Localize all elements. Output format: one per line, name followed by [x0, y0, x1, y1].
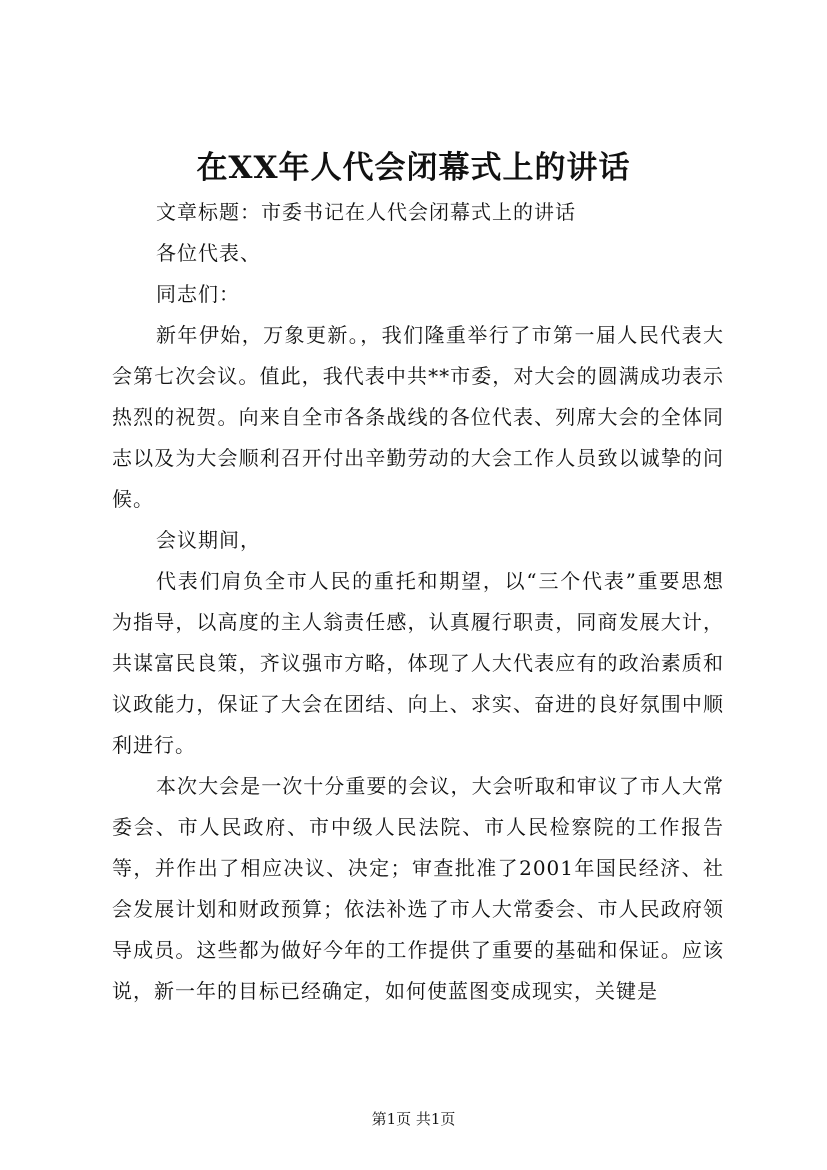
document-body: [112, 192, 724, 1012]
body-paragraph: 会议期间，: [156, 528, 261, 552]
page-footer: 第1页 共1页: [371, 1110, 456, 1128]
body-paragraph: 本次大会是一次十分重要的会议，大会听取和审议了市人大常委会、市人民政府、市中级人民法院、市人民检察院的工作报告等，并作出了相应决议、决定；审查批准了2001年国民经济、社会发展计划和财政预算；依法补选了市人大常委会、市人民政府领导成员。这些都为做好今年的工作提供了重要的基础和保证。应该说，新一年的目标已经确定，如何使蓝图变成现实，关键是: [112, 774, 724, 1003]
body-paragraph: 代表们肩负全市人民的重托和期望，以“三个代表”重要思想为指导，以高度的主人翁责任感，认真履行职责，同商发展大计，共谋富民良策，齐议强市方略，体现了人大代表应有的政治素质和议政能力，保证了大会在团结、向上、求实、奋进的良好氛围中顺利进行。: [112, 569, 724, 757]
body-paragraph: 新年伊始，万象更新。，我们隆重举行了市第一届人民代表大会第七次会议。值此，我代表中共**市委，对大会的圆满成功表示热烈的祝贺。向来自全市各条战线的各位代表、列席大会的全体同志以及为大会顺利召开付出辛勤劳动的大会工作人员致以诚挚的问候。: [112, 323, 724, 511]
salutation-comrades: 同志们：: [156, 282, 240, 306]
article-title-line: 文章标题：市委书记在人代会闭幕式上的讲话: [156, 200, 576, 224]
document-title: 在XX年人代会闭幕式上的讲话: [196, 150, 631, 186]
salutation-delegates: 各位代表、: [156, 241, 261, 265]
